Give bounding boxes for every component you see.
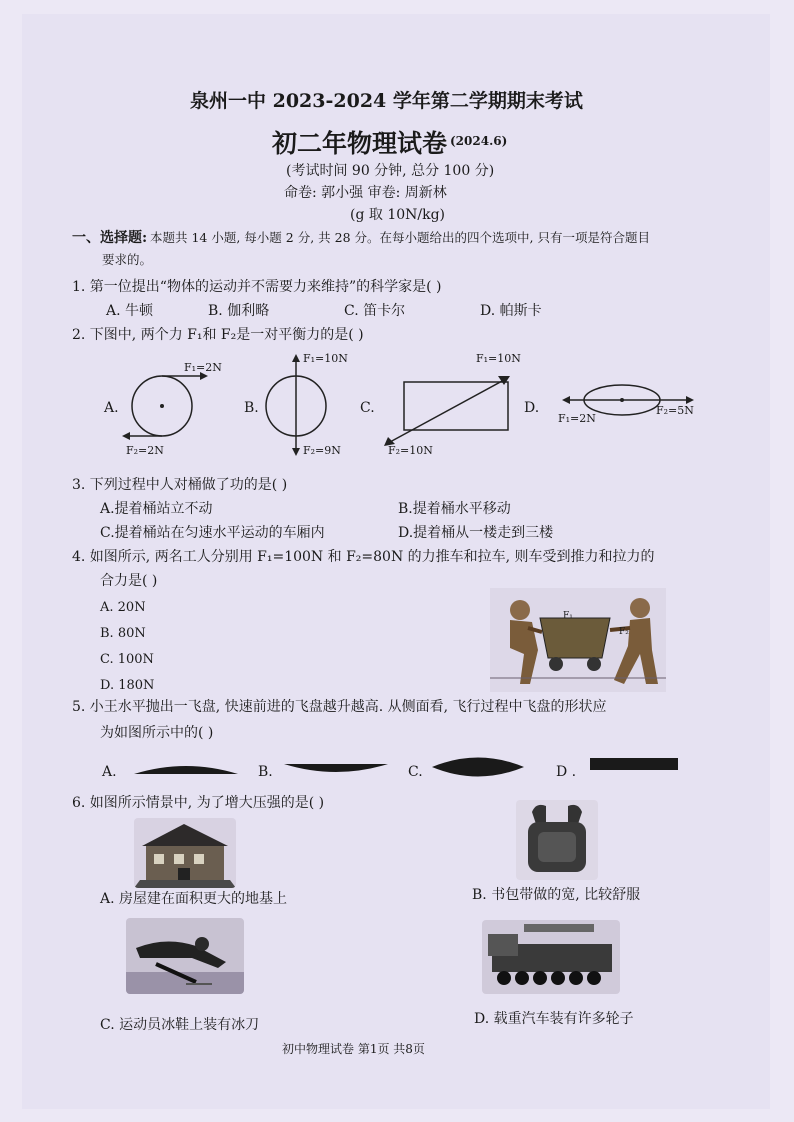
exam-subtitle: 初二年物理试卷 <box>272 129 448 158</box>
q4-stem-2: 合力是( ) <box>100 573 158 589</box>
q5-option-d: D . <box>556 764 577 780</box>
q6-house-photo <box>134 818 236 888</box>
q5-disc-shape-c <box>428 752 528 782</box>
q2-a-f2: F₂=2N <box>126 444 164 457</box>
q5-option-b: B. <box>258 764 273 780</box>
q2-option-c: C. <box>360 400 375 416</box>
authors: 命卷: 郭小强 审卷: 周新林 <box>284 185 447 201</box>
q4-workers-cart-figure <box>490 588 666 692</box>
q3-option-a: A.提着桶站立不动 <box>100 501 213 517</box>
q1-stem: 1. 第一位提出“物体的运动并不需要力来维持”的科学家是( ) <box>72 279 442 295</box>
q2-figure-c <box>380 360 530 450</box>
q4-option-d: D. 180N <box>100 678 155 693</box>
q2-d-f1: F₁=2N <box>558 412 596 425</box>
section-label: 一、选择题: <box>72 230 148 246</box>
section-desc-2: 要求的。 <box>102 252 153 267</box>
q2-option-d: D. <box>524 400 540 416</box>
q6-skater-photo <box>126 918 244 994</box>
q2-b-f1: F₁=10N <box>303 352 348 365</box>
q6-option-d: D. 载重汽车装有许多轮子 <box>474 1011 634 1027</box>
q6-option-a: A. 房屋建在面积更大的地基上 <box>100 891 288 907</box>
q2-a-f1: F₁=2N <box>184 361 222 374</box>
q6-truck-photo <box>482 920 620 994</box>
q5-option-c: C. <box>408 764 423 780</box>
q2-option-a: A. <box>104 400 119 416</box>
g-value: (g 取 10N/kg) <box>350 207 446 223</box>
q6-stem: 6. 如图所示情景中, 为了增大压强的是( ) <box>72 795 325 811</box>
q2-d-f2: F₂=5N <box>656 404 694 417</box>
q2-c-f2: F₂=10N <box>388 444 433 457</box>
q4-fig-f2: F₂ <box>619 627 629 637</box>
q5-disc-shape-a <box>130 758 242 782</box>
q6-backpack-photo <box>516 800 598 880</box>
q1-option-d: D. 帕斯卡 <box>480 303 542 319</box>
section-desc-1: 本题共 14 小题, 每小题 2 分, 共 28 分。在每小题给出的四个选项中, 只有一项是符合题目 <box>150 230 650 245</box>
q5-disc-shape-d <box>588 756 680 772</box>
exam-date: (2024.6) <box>450 134 508 148</box>
q2-option-b: B. <box>244 400 259 416</box>
q5-stem-1: 5. 小王水平抛出一飞盘, 快速前进的飞盘越升越高. 从侧面看, 飞行过程中飞盘的形状应 <box>72 699 607 715</box>
q4-option-c: C. 100N <box>100 652 154 667</box>
q5-disc-shape-b <box>280 758 392 782</box>
q1-option-a: A. 牛顿 <box>106 303 154 319</box>
q6-option-c: C. 运动员冰鞋上装有冰刀 <box>100 1017 260 1033</box>
q1-option-b: B. 伽利略 <box>208 303 270 319</box>
q5-stem-2: 为如图所示中的( ) <box>100 725 214 741</box>
page-footer: 初中物理试卷 第1页 共8页 <box>282 1042 425 1056</box>
q3-option-c: C.提着桶站在匀速水平运动的车厢内 <box>100 525 325 541</box>
q2-b-f2: F₂=9N <box>303 444 341 457</box>
q2-stem: 2. 下图中, 两个力 F₁和 F₂是一对平衡力的是( ) <box>72 327 364 343</box>
q6-option-b: B. 书包带做的宽, 比较舒服 <box>472 887 641 903</box>
q3-stem: 3. 下列过程中人对桶做了功的是( ) <box>72 477 288 493</box>
q4-option-a: A. 20N <box>100 600 146 615</box>
q3-option-b: B.提着桶水平移动 <box>398 501 511 517</box>
time-info: (考试时间 90 分钟, 总分 100 分) <box>286 163 495 179</box>
q3-option-d: D.提着桶从一楼走到三楼 <box>398 525 554 541</box>
q4-stem-1: 4. 如图所示, 两名工人分别用 F₁=100N 和 F₂=80N 的力推车和拉车, 则车受到推力和拉力的 <box>72 549 655 565</box>
exam-title: 泉州一中 2023-2024 学年第二学期期末考试 <box>190 90 583 112</box>
q4-option-b: B. 80N <box>100 626 146 641</box>
q4-fig-f1: F₁ <box>563 611 573 621</box>
q5-option-a: A. <box>102 764 117 780</box>
q2-c-f1: F₁=10N <box>476 352 521 365</box>
q1-option-c: C. 笛卡尔 <box>344 303 406 319</box>
